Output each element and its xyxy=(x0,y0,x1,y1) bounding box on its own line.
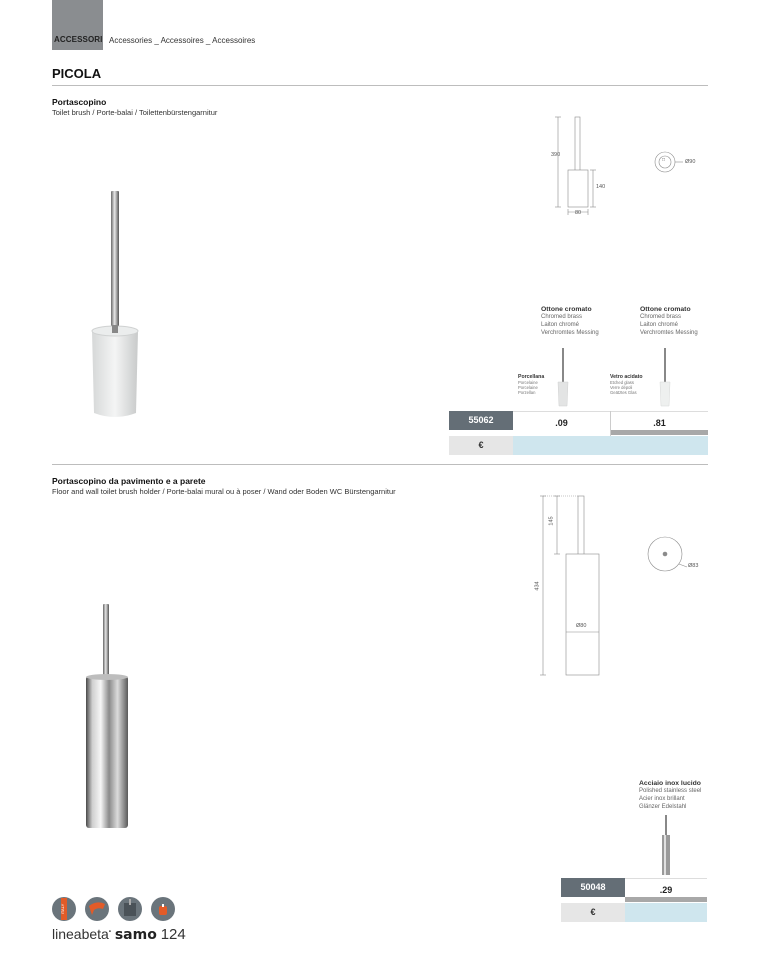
dim-height-top: 145 xyxy=(548,516,555,526)
variant-2-line-en: Etched glass xyxy=(610,380,634,385)
product1-currency: € xyxy=(449,436,513,455)
brand-prefix: lineabeta xyxy=(52,926,109,942)
dim-container-height: 140 xyxy=(596,184,606,190)
finish-2-line-de: Verchromtes Messing xyxy=(640,330,698,336)
finish-3-code: .29 xyxy=(659,885,673,895)
section-divider xyxy=(52,464,708,465)
finish-2 xyxy=(640,306,698,337)
product1-subtitle: Toilet brush / Porte-balai / Toilettenbürstengarnitur xyxy=(52,108,218,117)
finish-3-marker xyxy=(625,897,707,902)
finish-2-marker xyxy=(611,430,708,435)
finish-2-code: .81 xyxy=(653,418,666,428)
brand-name: samo xyxy=(114,927,157,943)
series-title: PICOLA xyxy=(52,66,102,81)
dim-diameter-2: Ø83 xyxy=(688,563,699,569)
italy-badge-text: ITALY xyxy=(60,903,65,915)
footer-brand: lineabeta• samo 124 xyxy=(52,926,186,943)
product1-photo xyxy=(80,185,150,425)
variant-2-line-fr: Verre dépoli xyxy=(610,385,633,391)
finish-1-code: .09 xyxy=(555,418,568,428)
italy-badge-icon xyxy=(52,897,76,921)
dim-width: 80 xyxy=(575,210,582,216)
finish-3-thumbnail xyxy=(659,815,673,877)
finish-3 xyxy=(639,780,701,811)
product1-price-band xyxy=(513,436,708,455)
finish-1-title: Ottone cromato xyxy=(541,306,592,313)
page-number: 124 xyxy=(160,926,186,943)
finish-3-line-fr: Acier inox brillant xyxy=(639,796,685,802)
product2-price-band xyxy=(625,903,707,922)
dim-inner-diameter: Ø80 xyxy=(576,623,587,629)
variant-1 xyxy=(518,374,544,396)
brush-icon xyxy=(85,897,109,921)
product2-code: 50048 xyxy=(561,878,625,897)
finish-1-line-fr: Laiton chromé xyxy=(541,322,580,328)
cup-icon xyxy=(151,897,175,921)
category-tab xyxy=(52,0,103,50)
holder-icon xyxy=(118,897,142,921)
finish-3-line-de: Glänzer Edelstahl xyxy=(639,804,687,810)
variant-2 xyxy=(610,374,643,396)
footer-icons xyxy=(52,896,178,922)
finish-2-line-fr: Laiton chromé xyxy=(640,322,679,328)
header-divider xyxy=(52,85,708,86)
product2-title: Portascopino da pavimento e a parete xyxy=(52,476,206,486)
finish-2-thumbnail xyxy=(657,348,673,408)
variant-2-line-de: Geätztes Glas xyxy=(610,390,637,396)
variant-1-title: Porcellana xyxy=(518,374,545,380)
product1-code: 55062 xyxy=(449,411,513,430)
finish-3-line-en: Polished stainless steel xyxy=(639,788,702,794)
dim-height: 390 xyxy=(551,152,561,158)
product1-title: Portascopino xyxy=(52,97,107,107)
product2-technical-drawing xyxy=(535,492,710,682)
finish-2-title: Ottone cromato xyxy=(640,306,691,313)
finish-1-line-de: Verchromtes Messing xyxy=(541,330,599,336)
finish-1-thumbnail xyxy=(555,348,571,408)
finish-3-title: Acciaio inox lucido xyxy=(639,780,701,787)
product2-subtitle: Floor and wall toilet brush holder / Porte-balai mural ou à poser / Wand oder Boden WC Bürstengarnitur xyxy=(52,487,396,496)
breadcrumb: Accessories _ Accessoires _ Accessoires xyxy=(109,36,256,45)
finish-1-line-en: Chromed brass xyxy=(541,314,583,320)
product2-currency: € xyxy=(561,903,625,922)
variant-1-line-en: Porcelaine xyxy=(518,380,538,385)
dim-height-total: 434 xyxy=(534,581,541,591)
product2-photo xyxy=(80,600,135,840)
finish-1 xyxy=(541,306,599,337)
variant-1-line-fr: Porcelaine xyxy=(518,385,538,391)
product1-technical-drawing xyxy=(545,113,705,223)
variant-1-line-de: Porzellan xyxy=(518,390,536,396)
top-view-label: □ xyxy=(662,157,666,163)
category-tab-label: ACCESSORI xyxy=(54,35,103,44)
finish-2-line-en: Chromed brass xyxy=(640,314,682,320)
dim-diameter: Ø90 xyxy=(685,159,696,165)
variant-2-title: Vetro acidato xyxy=(610,374,643,380)
